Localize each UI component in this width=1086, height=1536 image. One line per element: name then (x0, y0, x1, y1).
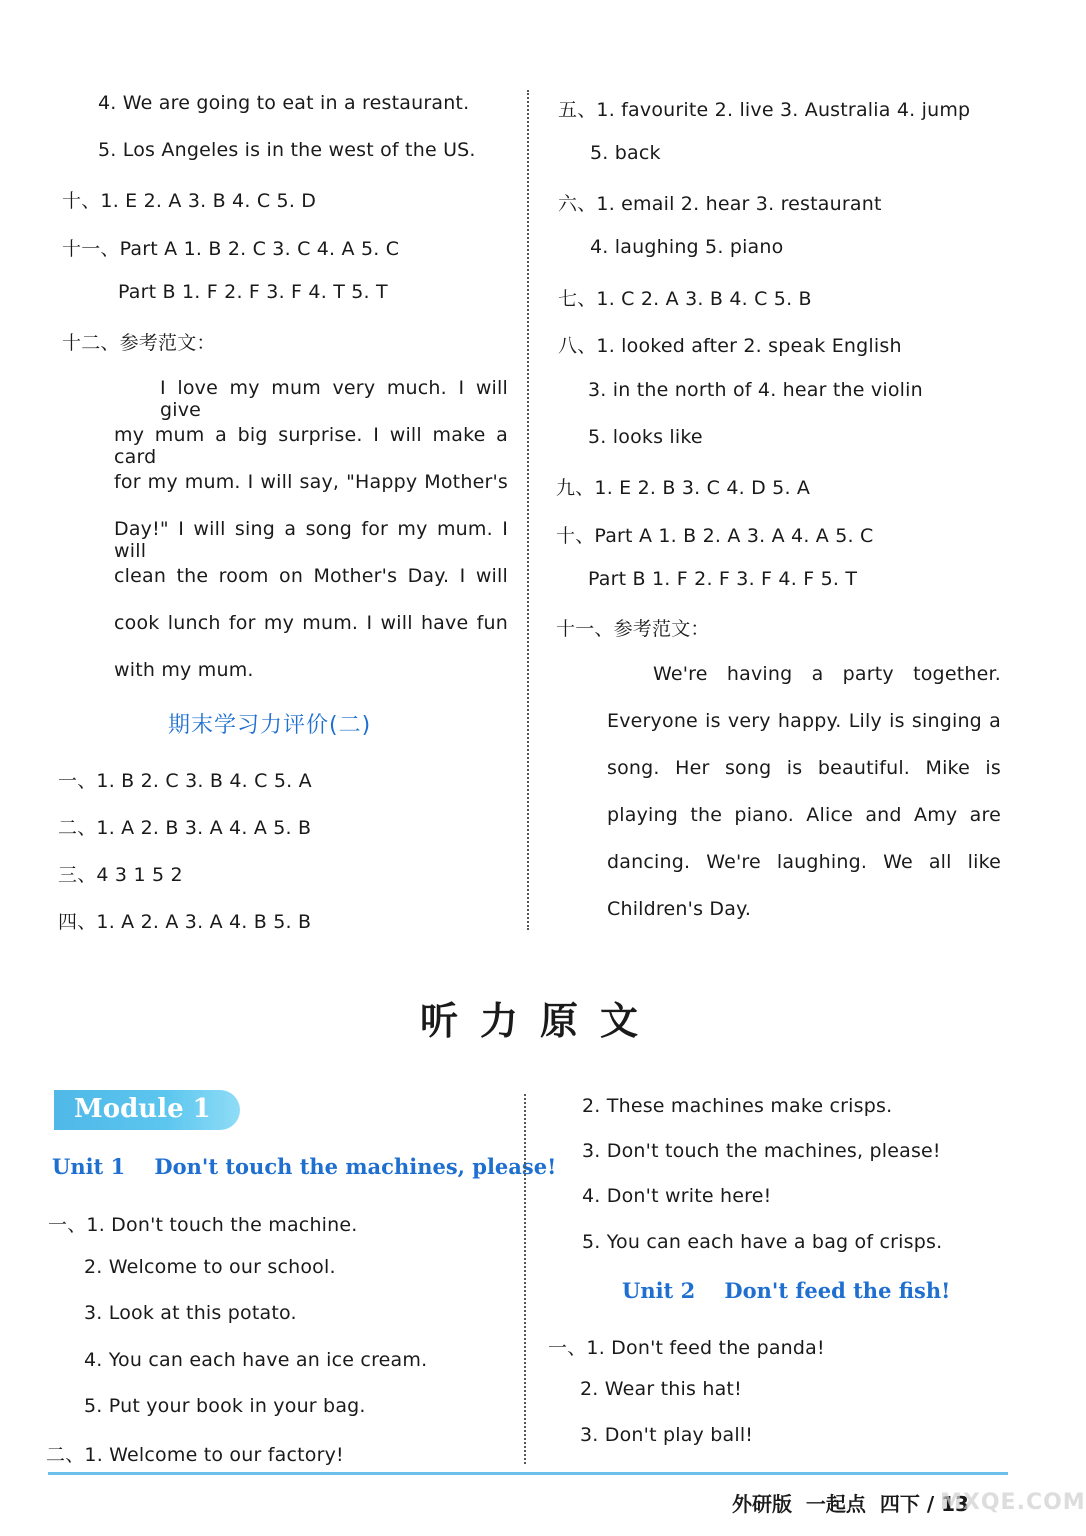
essay-line: We're having a party together. (653, 663, 1001, 685)
answer-line: 十一、参考范文： (556, 618, 710, 640)
answer-line: 六、1. email 2. hear 3. restaurant (558, 193, 882, 215)
essay-line: I love my mum very much. I will give (160, 377, 508, 421)
essay-line: Children's Day. (607, 898, 752, 920)
script-line: 3. Look at this potato. (84, 1302, 297, 1324)
answer-line: 十、Part A 1. B 2. A 3. A 4. A 5. C (556, 525, 874, 547)
answer-line: 4. laughing 5. piano (590, 236, 784, 258)
script-line: 2. These machines make crisps. (582, 1095, 893, 1117)
script-line: 二、1. Welcome to our factory! (46, 1444, 344, 1466)
essay-line: for my mum. I will say, "Happy Mother's (114, 471, 508, 493)
essay-line: dancing. We're laughing. We all like (607, 851, 1001, 873)
footer-label: 外研版 一起点 四下 / 13 (732, 1492, 969, 1516)
unit-title: Unit 2 Don't feed the fish! (622, 1278, 951, 1303)
answer-line: 5. looks like (588, 426, 703, 448)
answer-line: 5. back (590, 142, 661, 164)
answer-line: 四、1. A 2. A 3. A 4. B 5. B (58, 911, 312, 933)
script-line: 一、1. Don't feed the panda! (548, 1337, 825, 1359)
script-line: 5. Put your book in your bag. (84, 1395, 366, 1417)
column-divider (524, 1094, 526, 1464)
script-line: 3. Don't play ball! (580, 1424, 754, 1446)
answer-line: 八、1. looked after 2. speak English (558, 335, 902, 357)
answer-line: 五、1. favourite 2. live 3. Australia 4. jump (558, 99, 971, 121)
script-line: 3. Don't touch the machines, please! (582, 1140, 941, 1162)
answer-line: 十、1. E 2. A 3. B 4. C 5. D (62, 190, 317, 212)
script-line: 4. Don't write here! (582, 1185, 772, 1207)
page-heading: 听力原文 (420, 999, 661, 1043)
essay-line: my mum a big surprise. I will make a card (114, 424, 508, 468)
footer-rule (48, 1472, 1008, 1475)
answer-line: 3. in the north of 4. hear the violin (588, 379, 923, 401)
essay-line: cook lunch for my mum. I will have fun (114, 612, 508, 634)
answer-line: 二、1. A 2. B 3. A 4. A 5. B (58, 817, 312, 839)
script-line: 2. Wear this hat! (580, 1378, 742, 1400)
answer-line: Part B 1. F 2. F 3. F 4. T 5. T (118, 281, 388, 303)
sample-essay-right (607, 663, 1001, 945)
answer-line: 七、1. C 2. A 3. B 4. C 5. B (558, 288, 812, 310)
section-title: 期末学习力评价(二) (168, 713, 372, 738)
essay-line: with my mum. (114, 659, 254, 681)
answer-line: 三、4 3 1 5 2 (58, 864, 183, 886)
answer-line: Part B 1. F 2. F 3. F 4. F 5. T (588, 568, 858, 590)
answer-line: 一、1. B 2. C 3. B 4. C 5. A (58, 770, 312, 792)
essay-line: clean the room on Mother's Day. I will (114, 565, 508, 587)
answer-line: 十一、Part A 1. B 2. C 3. C 4. A 5. C (62, 238, 400, 260)
essay-line: song. Her song is beautiful. Mike is (607, 757, 1001, 779)
answer-line: 4. We are going to eat in a restaurant. (98, 92, 470, 114)
essay-line: Day!" I will sing a song for my mum. I will (114, 518, 508, 562)
essay-line: Everyone is very happy. Lily is singing a (607, 710, 1001, 732)
script-line: 5. You can each have a bag of crisps. (582, 1231, 943, 1253)
answer-line: 九、1. E 2. B 3. C 4. D 5. A (556, 477, 811, 499)
script-line: 4. You can each have an ice cream. (84, 1349, 428, 1371)
unit-title: Unit 1 Don't touch the machines, please! (52, 1154, 557, 1179)
column-divider (527, 90, 529, 930)
script-line: 一、1. Don't touch the machine. (48, 1214, 358, 1236)
module-tab (54, 1090, 240, 1130)
essay-line: playing the piano. Alice and Amy are (607, 804, 1001, 826)
answer-line: 十二、参考范文： (62, 332, 216, 354)
sample-essay-left (114, 377, 508, 706)
module-label: Module 1 (74, 1094, 211, 1124)
watermark: MXQE.COM (940, 1490, 1086, 1515)
answer-line: 5. Los Angeles is in the west of the US. (98, 139, 476, 161)
script-line: 2. Welcome to our school. (84, 1256, 336, 1278)
